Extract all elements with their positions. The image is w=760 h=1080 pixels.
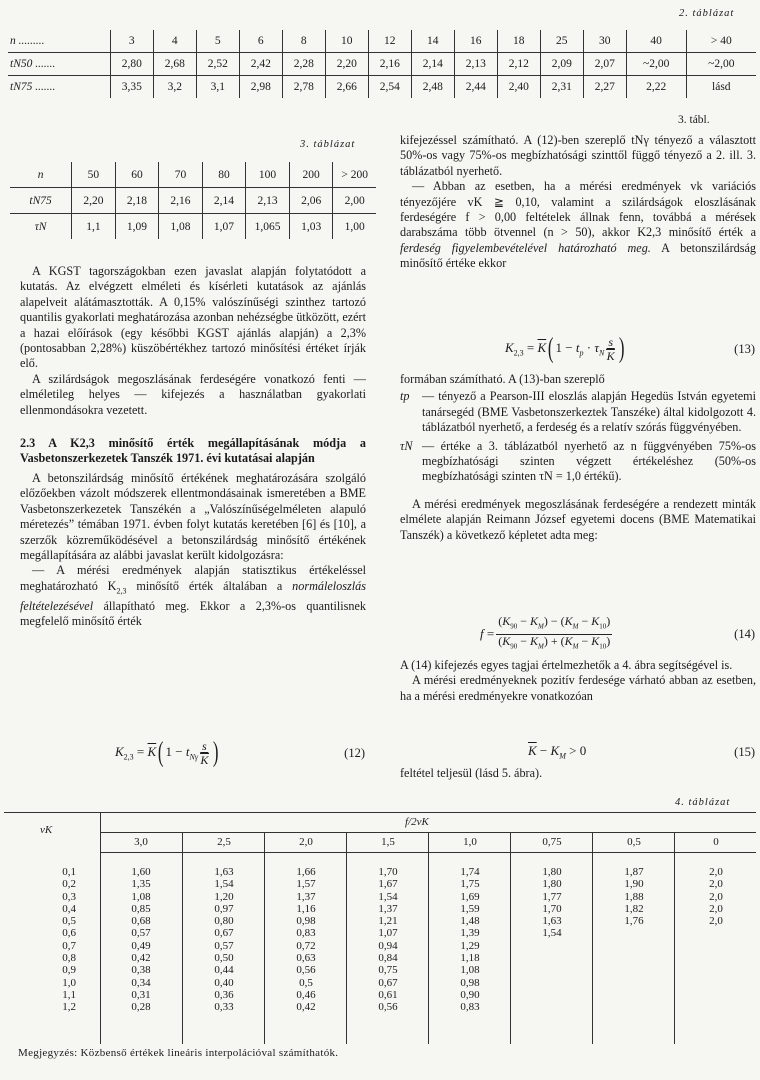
table4-column-header: 0,75 bbox=[542, 836, 562, 848]
table2-caption: 2. táblázat bbox=[679, 8, 735, 19]
table4-cell: 0,33 bbox=[214, 1001, 234, 1014]
table2-cell: 2,80 bbox=[110, 53, 153, 76]
table4-vk-value: 0,1 bbox=[62, 866, 76, 878]
table4-cell bbox=[593, 964, 675, 976]
table4-cell bbox=[675, 989, 757, 1001]
table4-cell bbox=[593, 927, 675, 939]
table4-cell bbox=[675, 964, 757, 976]
table4-cell: 1,54 bbox=[542, 927, 562, 940]
table2-header-cell: 16 bbox=[454, 30, 497, 53]
table2-cell: lásd bbox=[686, 76, 756, 99]
table4-cell bbox=[511, 1001, 593, 1013]
table4-cell bbox=[593, 940, 675, 952]
table4-cell: 0,63 bbox=[296, 952, 316, 965]
table3-cell: 2,14 bbox=[202, 188, 246, 214]
table4-cell: 2,0 bbox=[709, 890, 723, 903]
table4-vk-value: 0,3 bbox=[62, 890, 76, 903]
table4-cell: 0,83 bbox=[296, 927, 316, 940]
table4-vk-value: 0,9 bbox=[62, 964, 76, 977]
table4-vk-column bbox=[36, 866, 76, 1014]
table4-cell: 0,84 bbox=[378, 952, 398, 965]
table4-cell: 0,94 bbox=[378, 939, 398, 952]
right-paragraph-1: kifejezéssel számítható. A (12)-ben szereplő tNγ tényező a választott 50%-os vagy 75%-os megbízhatósági szinttől függő tényező a 2. ill. 3. táblázatból nyerhető. bbox=[400, 133, 756, 178]
table4-cell: 0,90 bbox=[460, 988, 480, 1001]
table4-cell: 1,48 bbox=[460, 915, 480, 928]
table3-cell: 2,00 bbox=[333, 188, 376, 214]
left-paragraph-3: A betonszilárdság minősítő értékének meghatározására szolgáló előzőekben vázolt módszerek ellentmondásainak ismeretében a BME Vasbetonszerkezetek Tanszékén a „Valószínűségelméleten alapuló méretezés” témában 1971. évben folyt kutatás keretében [6] és [10], a szerzők közreműködésével a betonszilárdság minősítő értékének megállapítására az alábbi javaslat került kidolgozásra: bbox=[20, 470, 366, 562]
table4-cell: 0,38 bbox=[131, 964, 151, 977]
equation-12: $K_{2,3} = \overline{K}$ ( $1 - t_{N\gamma}$ $\frac{s}{K}$ ) (12) bbox=[115, 737, 365, 768]
right-final bbox=[400, 766, 756, 781]
table4-column bbox=[592, 832, 675, 1044]
table4-column-header: 2,5 bbox=[217, 836, 231, 848]
table2-header-cell: 25 bbox=[540, 30, 583, 53]
table2-cell: ~2,00 bbox=[686, 53, 756, 76]
table4-cell: 1,08 bbox=[131, 890, 151, 903]
equation-13: $K_{2,3} = \overline{K}$ ( $1 - t_p \cdot \tau_N$ $\frac{s}{K}$ ) (13) bbox=[505, 333, 755, 364]
table2-cell: 2,66 bbox=[325, 76, 368, 99]
table4-cell bbox=[675, 940, 757, 952]
table4-vk-value: 0,6 bbox=[62, 927, 76, 940]
table4-cell bbox=[593, 1001, 675, 1013]
table4-vk-value: 0,5 bbox=[62, 915, 76, 928]
table4-column-header: 2,0 bbox=[299, 836, 313, 848]
table4-cell: 1,69 bbox=[460, 890, 480, 903]
table2 bbox=[8, 30, 756, 98]
table2-cell: ~2,00 bbox=[626, 53, 686, 76]
table4-cell: 1,77 bbox=[542, 890, 562, 903]
table3-cell: 2,16 bbox=[159, 188, 203, 214]
right-paragraph-7: feltétel teljesül (lásd 5. ábra). bbox=[400, 766, 543, 780]
table4-cell bbox=[593, 977, 675, 989]
table2-cell: 2,54 bbox=[368, 76, 411, 99]
table3-header-cell: 70 bbox=[159, 162, 203, 188]
table4-cell: 0,57 bbox=[214, 939, 234, 952]
table4-vk-value: 0,4 bbox=[62, 902, 76, 915]
table4-cell: 0,42 bbox=[296, 1001, 316, 1014]
table4-cell: 0,44 bbox=[214, 964, 234, 977]
table4-cell: 1,90 bbox=[624, 878, 644, 891]
table4-cell: 0,57 bbox=[131, 927, 151, 940]
table4-cell: 1,75 bbox=[460, 878, 480, 891]
table2-cell: 2,13 bbox=[454, 53, 497, 76]
table4-cell: 1,18 bbox=[460, 952, 480, 965]
table2-row-label: tN75 ....... bbox=[10, 81, 56, 93]
table4-column bbox=[182, 832, 265, 1044]
table2-extra: 3. tábl. bbox=[678, 114, 710, 126]
table2-cell: 2,78 bbox=[282, 76, 325, 99]
equation-15: $\overline{K} - K_M > 0$ (15) bbox=[528, 743, 755, 761]
table4-cell: 0,50 bbox=[214, 952, 234, 965]
table4-note: Megjegyzés: Közbenső értékek lineáris interpolációval számíthatók. bbox=[18, 1047, 339, 1059]
table4-cell bbox=[593, 952, 675, 964]
table4-cell: 0,28 bbox=[131, 1001, 151, 1014]
table4-cell: 1,21 bbox=[378, 915, 398, 928]
right-definitions bbox=[400, 372, 756, 543]
table4-column-header: 1,5 bbox=[381, 836, 395, 848]
table3-cell: 1,065 bbox=[246, 214, 290, 240]
table2-cell: 3,35 bbox=[110, 76, 153, 99]
table4-column-header: 3,0 bbox=[134, 836, 148, 848]
table4-column bbox=[428, 832, 511, 1044]
table3-header-label: n bbox=[10, 162, 72, 188]
right-paragraph-3: formában számítható. A (13)-ban szereplő bbox=[400, 372, 605, 386]
table4-cell: 2,0 bbox=[709, 866, 723, 878]
table2-header-cell: 5 bbox=[196, 30, 239, 53]
table4-caption: 4. táblázat bbox=[675, 797, 731, 808]
table2-header-cell: 3 bbox=[110, 30, 153, 53]
table4-vk-value: 1,0 bbox=[62, 976, 76, 989]
table3-row-label: τN bbox=[34, 220, 47, 233]
left-paragraph-1: A KGST tagországokban ezen javaslat alapján folytatódott a kutatás. Az elvégzett elméleti és kísérleti kutatások az ajánlás alapelveit alátámasztották. A 0,15% valószínűségi szinthez tartozó quantilis gyakorlati meghatározása azonban nehézségbe ütközött, ezért a hazai előírások (egy későbbi KGST ajánlás alapján) a 2,3% (pontosabban 2,28%) küszöbértékhez tartozó minősítési értéket írják elő. bbox=[20, 264, 366, 371]
table4-cell: 0,56 bbox=[378, 1001, 398, 1014]
left-paragraph-2: A szilárdságok megoszlásának ferdeségére vonatkozó fenti — elméletileg helyes — kifejezés a használatban gyakorlati ellenmondásokra vezetett. bbox=[20, 371, 366, 417]
table4-cell: 1,08 bbox=[460, 964, 480, 977]
table4-column bbox=[264, 832, 347, 1044]
table4-colgroup: f/2vK bbox=[405, 816, 429, 828]
table4-top-rule bbox=[4, 812, 756, 813]
table2-header-cell: 6 bbox=[239, 30, 282, 53]
table2-cell: 2,44 bbox=[454, 76, 497, 99]
table3-cell: 2,06 bbox=[289, 188, 333, 214]
table4-cell: 0,36 bbox=[214, 988, 234, 1001]
table4-cell: 1,60 bbox=[131, 866, 151, 878]
table4-cell: 1,70 bbox=[542, 902, 562, 915]
left-paragraph-4: — A mérési eredmények alapján statisztikus értékeléssel meghatározható $K_{2,3}$ minősítő érték általában a normáleloszlás feltételezésével állapítható meg. Ekkor a 2,3%-os quantilisnek megfelelő minősítő érték bbox=[20, 563, 366, 628]
table4-cell: 2,0 bbox=[709, 915, 723, 928]
table2-cell: 2,98 bbox=[239, 76, 282, 99]
table2-cell: 2,14 bbox=[411, 53, 454, 76]
table4-cell: 1,82 bbox=[624, 902, 644, 915]
table4-cell: 1,63 bbox=[542, 915, 562, 928]
table2-header-cell: 14 bbox=[411, 30, 454, 53]
table3-cell: 2,18 bbox=[115, 188, 159, 214]
equation-14: f = $\frac{(K_{90} - K_M) - (K_M - K_{10})}{(K_{90} - K_M) + (K_M - K_{10})}$ (14) bbox=[480, 614, 755, 650]
table3-cell: 1,07 bbox=[202, 214, 246, 240]
table2-header-cell: 30 bbox=[583, 30, 626, 53]
table4-cell bbox=[511, 977, 593, 989]
table3-header-cell: > 200 bbox=[333, 162, 376, 188]
table4-cell: 0,98 bbox=[296, 915, 316, 928]
table3-cell: 2,20 bbox=[72, 188, 116, 214]
table4-cell: 0,80 bbox=[214, 915, 234, 928]
table2-cell: 3,2 bbox=[153, 76, 196, 99]
table3-caption: 3. táblázat bbox=[300, 139, 356, 150]
table4-cell: 0,5 bbox=[299, 976, 313, 989]
table4-column bbox=[346, 832, 429, 1044]
table4-cell: 1,57 bbox=[296, 878, 316, 891]
table4-cell bbox=[675, 977, 757, 989]
table4-column-header: 0,5 bbox=[627, 836, 641, 848]
table4-column bbox=[100, 832, 182, 1044]
table2-header-cell: > 40 bbox=[686, 30, 756, 53]
table2-cell: 2,12 bbox=[497, 53, 540, 76]
table4-cell: 1,63 bbox=[214, 866, 234, 878]
table3-header-cell: 200 bbox=[289, 162, 333, 188]
table4-cell: 0,75 bbox=[378, 964, 398, 977]
table4-cell: 1,39 bbox=[460, 927, 480, 940]
table4-cell bbox=[675, 1001, 757, 1013]
table3-cell: 2,13 bbox=[246, 188, 290, 214]
table2-cell: 2,42 bbox=[239, 53, 282, 76]
equation-14-number: (14) bbox=[734, 626, 755, 641]
table2-cell: 2,52 bbox=[196, 53, 239, 76]
table4-cell: 0,31 bbox=[131, 988, 151, 1001]
table4-cell: 0,72 bbox=[296, 939, 316, 952]
table2-cell: 2,20 bbox=[325, 53, 368, 76]
table4-column-header: 0 bbox=[713, 836, 719, 848]
table2-row-label: tN50 ....... bbox=[8, 53, 110, 76]
table4-cell bbox=[511, 989, 593, 1001]
table2-cell: 2,09 bbox=[540, 53, 583, 76]
equation-13-number: (13) bbox=[734, 341, 755, 356]
table4-vk-value: 0,2 bbox=[62, 878, 76, 891]
right-lower bbox=[400, 658, 756, 704]
left-column bbox=[20, 264, 366, 629]
table4-cell: 0,40 bbox=[214, 976, 234, 989]
table4-vk-value: 1,2 bbox=[62, 1001, 76, 1014]
right-paragraph-6: A mérési eredményeknek pozitív ferdesége várható abban az esetben, ha a mérési eredményekre vonatkozóan bbox=[400, 673, 756, 703]
table3-header-cell: 50 bbox=[72, 162, 116, 188]
table4-cell: 1,37 bbox=[378, 902, 398, 915]
table2-header-cell: 12 bbox=[368, 30, 411, 53]
table4-cell bbox=[675, 927, 757, 939]
table3 bbox=[10, 162, 376, 239]
table4-cell: 1,88 bbox=[624, 890, 644, 903]
table4-cell: 0,85 bbox=[131, 902, 151, 915]
table3-header-cell: 60 bbox=[115, 162, 159, 188]
table2-header-cell: 40 bbox=[626, 30, 686, 53]
table4-cell: 0,97 bbox=[214, 902, 234, 915]
definition-taun: τN — értéke a 3. táblázatból nyerhető az n függvényében 75%-os megbízhatósági szinten végzett értékeléshez (50%-os megbízhatósági szinten τN = 1,0 értékű). bbox=[400, 438, 756, 484]
table4-columns bbox=[100, 832, 756, 1044]
table4-cell: 0,46 bbox=[296, 988, 316, 1001]
table2-cell: 2,16 bbox=[368, 53, 411, 76]
table4-cell: 1,29 bbox=[460, 939, 480, 952]
table4-cell: 0,98 bbox=[460, 976, 480, 989]
definition-tp: tp — tényező a Pearson-III eloszlás alapján Hegedüs István egyetemi tanársegéd (BME Vasbetonszerkeztek Tanszéke) által kidolgozott 4. táblázatból nyerhető, a ferdeség és a relatív szórás függvényében. bbox=[400, 389, 756, 435]
table3-cell: 1,1 bbox=[72, 214, 116, 240]
table4-cell: 2,0 bbox=[709, 878, 723, 891]
table4-cell bbox=[511, 964, 593, 976]
table4-cell: 1,67 bbox=[378, 878, 398, 891]
table4-cell: 1,74 bbox=[460, 866, 480, 878]
right-paragraph-4: A mérési eredmények megoszlásának ferdeségére a rendezett minták elmélete alapján Reimann József egyetemi docens (BME Matematikai Tanszék) a következő képletet adta meg: bbox=[400, 496, 756, 542]
table2-cell: 3,1 bbox=[196, 76, 239, 99]
table2-cell: 2,28 bbox=[282, 53, 325, 76]
table4-cell: 1,07 bbox=[378, 927, 398, 940]
right-column bbox=[400, 133, 756, 272]
table4-cell: 2,0 bbox=[709, 902, 723, 915]
table3-cell: 1,09 bbox=[115, 214, 159, 240]
table3-cell: 1,03 bbox=[289, 214, 333, 240]
table4-cell bbox=[511, 952, 593, 964]
table4-cell: 0,61 bbox=[378, 988, 398, 1001]
table2-cell: 2,22 bbox=[626, 76, 686, 99]
table4-rowhead: vK bbox=[40, 824, 53, 836]
table4-column-header: 1,0 bbox=[463, 836, 477, 848]
table2-cell: 2,27 bbox=[583, 76, 626, 99]
equation-15-number: (15) bbox=[734, 744, 755, 759]
table2-header-label: n ......... bbox=[8, 30, 110, 53]
table4-cell: 1,80 bbox=[542, 866, 562, 878]
table2-header-cell: 18 bbox=[497, 30, 540, 53]
table4-vk-value: 1,1 bbox=[62, 988, 76, 1001]
table4-cell: 1,87 bbox=[624, 866, 644, 878]
table4-cell: 0,67 bbox=[378, 976, 398, 989]
table3-row-label: tN75 bbox=[10, 188, 72, 214]
table4-cell: 0,56 bbox=[296, 964, 316, 977]
table2-cell: 2,31 bbox=[540, 76, 583, 99]
table4-cell: 1,54 bbox=[378, 890, 398, 903]
table4-cell: 1,35 bbox=[131, 878, 151, 891]
table4-cell: 1,70 bbox=[378, 866, 398, 878]
section-heading: 2.3 A K2,3 minősítő érték megállapításának módja a Vasbetonszerkezetek Tanszék 1971. évi kutatásai alapján bbox=[20, 436, 366, 466]
table2-cell: 2,48 bbox=[411, 76, 454, 99]
table4-cell bbox=[675, 952, 757, 964]
right-paragraph-2: — Abban az esetben, ha a mérési eredmények vk variációs tényezőjére vK ≧ 0,10, valamint a szilárdságok eloszlásának ferdeségére f > 0,00 feltételek állnak fenn, továbbá a mérések darabszáma több ötvennel (n > 50), akkor K2,3 minősítő érték a ferdeség figyelembevételével határozható meg. A betonszilárdság minősítő értéke ekkor bbox=[400, 179, 756, 271]
right-paragraph-5: A (14) kifejezés egyes tagjai értelmezhetők a 4. ábra segítségével is. bbox=[400, 658, 733, 672]
table4-cell: 1,16 bbox=[296, 902, 316, 915]
table2-header-cell: 4 bbox=[153, 30, 196, 53]
table3-cell: 1,00 bbox=[333, 214, 376, 240]
table4-cell: 1,20 bbox=[214, 890, 234, 903]
table4-cell: 1,66 bbox=[296, 866, 316, 878]
table4-cell: 0,49 bbox=[131, 939, 151, 952]
equation-12-number: (12) bbox=[344, 745, 365, 760]
table4-column bbox=[674, 832, 757, 1044]
table2-cell: 2,68 bbox=[153, 53, 196, 76]
table4-vk-value: 0,7 bbox=[62, 939, 76, 952]
table4-cell bbox=[593, 989, 675, 1001]
table4-cell: 1,54 bbox=[214, 878, 234, 891]
table4-vk-value: 0,8 bbox=[62, 952, 76, 965]
table2-header-cell: 10 bbox=[325, 30, 368, 53]
table4-cell: 1,59 bbox=[460, 902, 480, 915]
table4-cell: 1,37 bbox=[296, 890, 316, 903]
table4-cell: 0,34 bbox=[131, 976, 151, 989]
table4-cell: 0,67 bbox=[214, 927, 234, 940]
table4-cell: 0,42 bbox=[131, 952, 151, 965]
table4-column bbox=[510, 832, 593, 1044]
table4-cell bbox=[511, 940, 593, 952]
table2-cell: 2,07 bbox=[583, 53, 626, 76]
table4-cell: 1,76 bbox=[624, 915, 644, 928]
table2-header-cell: 8 bbox=[282, 30, 325, 53]
table3-cell: 1,08 bbox=[159, 214, 203, 240]
table3-header-cell: 100 bbox=[246, 162, 290, 188]
table4-cell: 1,80 bbox=[542, 878, 562, 891]
table4-cell: 0,83 bbox=[460, 1001, 480, 1014]
table2-cell: 2,40 bbox=[497, 76, 540, 99]
table3-header-cell: 80 bbox=[202, 162, 246, 188]
table4-cell: 0,68 bbox=[131, 915, 151, 928]
